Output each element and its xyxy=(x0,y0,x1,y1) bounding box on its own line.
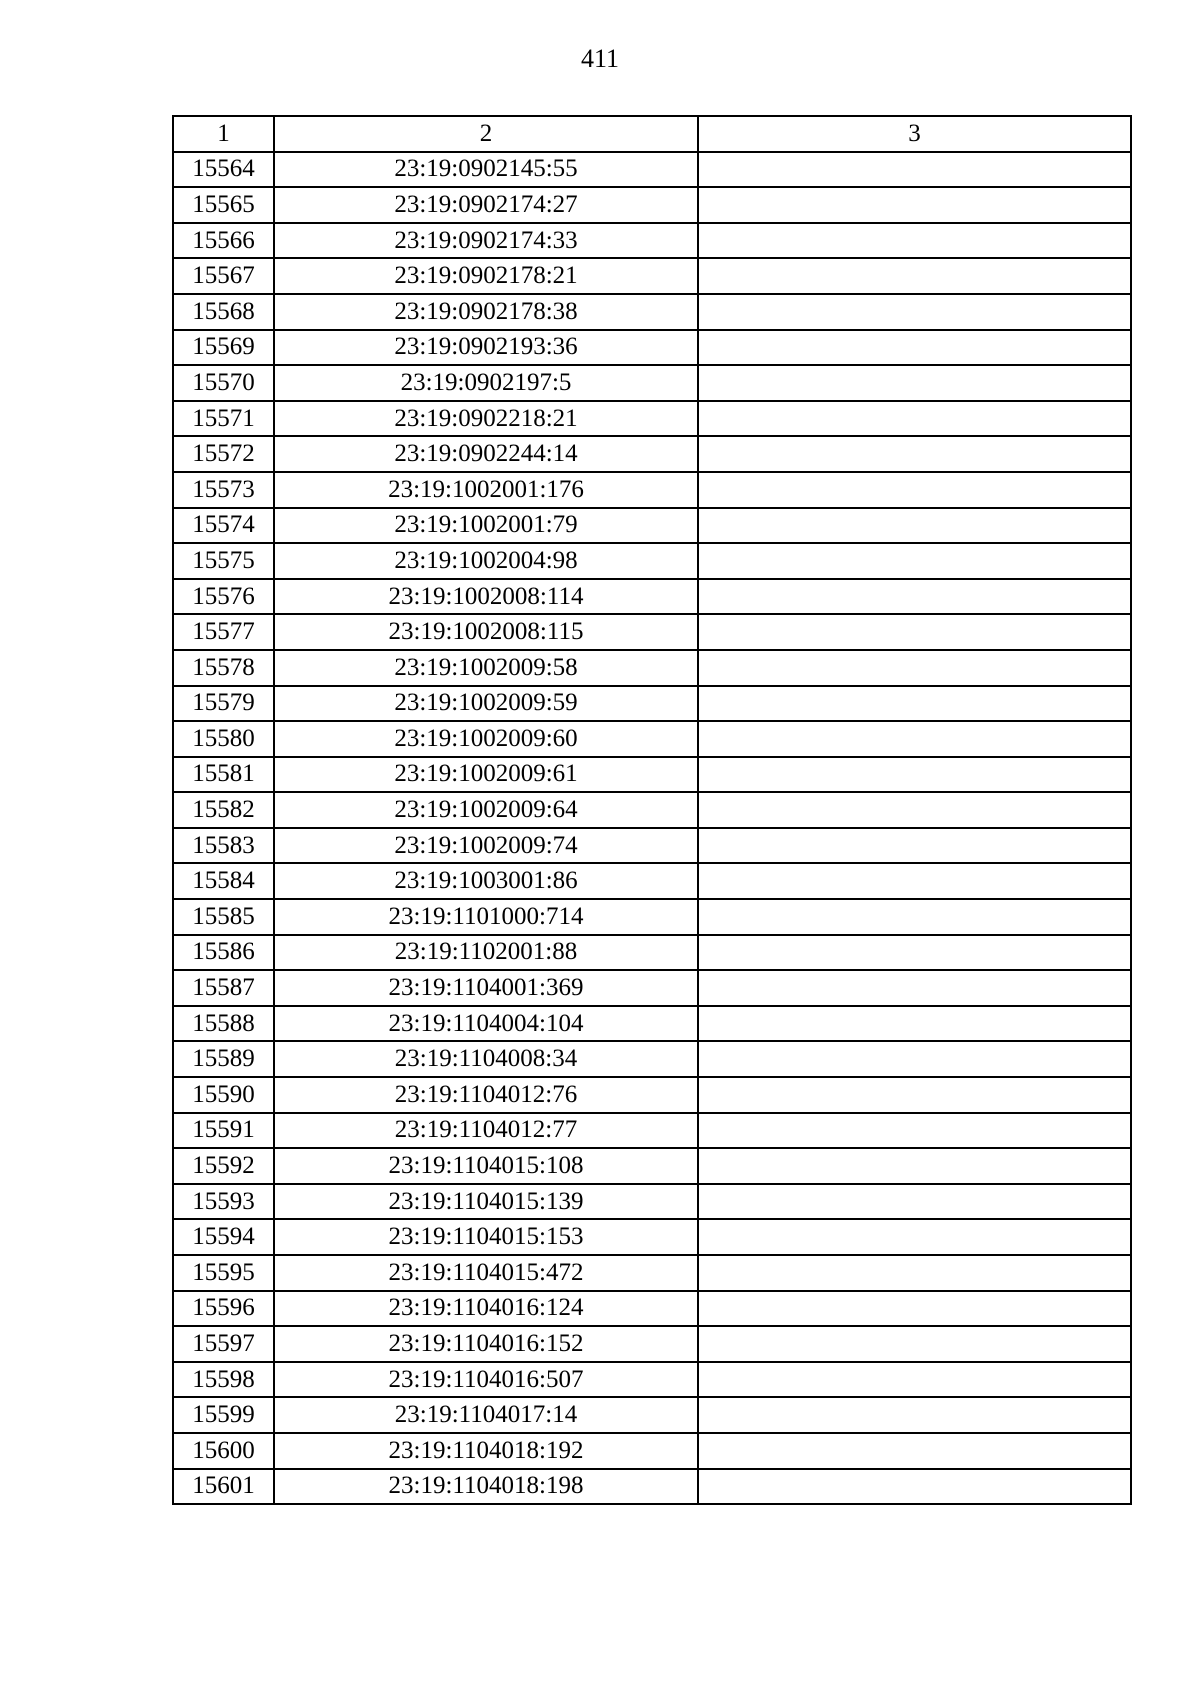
row-index-cell: 15596 xyxy=(173,1291,274,1327)
table-row xyxy=(173,721,1131,757)
row-index-cell: 15570 xyxy=(173,365,274,401)
note-cell xyxy=(698,223,1131,259)
row-index-cell: 15575 xyxy=(173,543,274,579)
cadastral-number-cell: 23:19:0902193:36 xyxy=(274,330,698,366)
note-cell xyxy=(698,330,1131,366)
cadastral-number-cell: 23:19:0902197:5 xyxy=(274,365,698,401)
row-index-cell: 15585 xyxy=(173,899,274,935)
cadastral-number-cell: 23:19:0902178:38 xyxy=(274,294,698,330)
table-row xyxy=(173,543,1131,579)
row-index-cell: 15599 xyxy=(173,1397,274,1433)
cadastral-number-cell: 23:19:1002009:61 xyxy=(274,757,698,793)
table-row xyxy=(173,1184,1131,1220)
note-cell xyxy=(698,436,1131,472)
note-cell xyxy=(698,935,1131,971)
cadastral-number-cell: 23:19:1104015:108 xyxy=(274,1148,698,1184)
table-row xyxy=(173,1291,1131,1327)
row-index-cell: 15564 xyxy=(173,152,274,188)
header-row xyxy=(173,116,1131,152)
cadastral-number-cell: 23:19:1102001:88 xyxy=(274,935,698,971)
note-cell xyxy=(698,614,1131,650)
row-index-cell: 15594 xyxy=(173,1219,274,1255)
row-index-cell: 15591 xyxy=(173,1113,274,1149)
table-row xyxy=(173,365,1131,401)
table-row xyxy=(173,970,1131,1006)
table-row xyxy=(173,258,1131,294)
table-row xyxy=(173,614,1131,650)
row-index-cell: 15580 xyxy=(173,721,274,757)
row-index-cell: 15597 xyxy=(173,1326,274,1362)
cadastral-number-cell: 23:19:0902174:27 xyxy=(274,187,698,223)
note-cell xyxy=(698,258,1131,294)
note-cell xyxy=(698,828,1131,864)
row-index-cell: 15595 xyxy=(173,1255,274,1291)
table-row xyxy=(173,1469,1131,1505)
cadastral-number-cell: 23:19:1104001:369 xyxy=(274,970,698,1006)
note-cell xyxy=(698,472,1131,508)
note-cell xyxy=(698,757,1131,793)
cadastral-number-cell: 23:19:1104016:507 xyxy=(274,1362,698,1398)
table-row xyxy=(173,1255,1131,1291)
cadastral-number-cell: 23:19:1002009:74 xyxy=(274,828,698,864)
cadastral-number-cell: 23:19:1104015:139 xyxy=(274,1184,698,1220)
note-cell xyxy=(698,1326,1131,1362)
note-cell xyxy=(698,1184,1131,1220)
table-row xyxy=(173,792,1131,828)
note-cell xyxy=(698,1291,1131,1327)
row-index-cell: 15583 xyxy=(173,828,274,864)
row-index-cell: 15573 xyxy=(173,472,274,508)
note-cell xyxy=(698,543,1131,579)
cadastral-number-cell: 23:19:1104015:472 xyxy=(274,1255,698,1291)
cadastral-number-cell: 23:19:1104008:34 xyxy=(274,1041,698,1077)
row-index-cell: 15572 xyxy=(173,436,274,472)
cadastral-number-cell: 23:19:1104012:76 xyxy=(274,1077,698,1113)
cadastral-number-cell: 23:19:1002008:115 xyxy=(274,614,698,650)
note-cell xyxy=(698,1362,1131,1398)
note-cell xyxy=(698,1113,1131,1149)
note-cell xyxy=(698,401,1131,437)
row-index-cell: 15567 xyxy=(173,258,274,294)
cadastral-number-cell: 23:19:1002001:176 xyxy=(274,472,698,508)
cadastral-number-cell: 23:19:1104016:152 xyxy=(274,1326,698,1362)
row-index-cell: 15589 xyxy=(173,1041,274,1077)
note-cell xyxy=(698,686,1131,722)
table-row xyxy=(173,401,1131,437)
table-row xyxy=(173,863,1131,899)
note-cell xyxy=(698,721,1131,757)
row-index-cell: 15577 xyxy=(173,614,274,650)
table-row xyxy=(173,1362,1131,1398)
cadastral-number-cell: 23:19:1104017:14 xyxy=(274,1397,698,1433)
row-index-cell: 15593 xyxy=(173,1184,274,1220)
table-row xyxy=(173,828,1131,864)
note-cell xyxy=(698,1433,1131,1469)
row-index-cell: 15574 xyxy=(173,508,274,544)
table-row xyxy=(173,1006,1131,1042)
table-row xyxy=(173,330,1131,366)
note-cell xyxy=(698,579,1131,615)
cadastral-number-cell: 23:19:1104018:192 xyxy=(274,1433,698,1469)
table-row xyxy=(173,1113,1131,1149)
cadastral-number-cell: 23:19:1002001:79 xyxy=(274,508,698,544)
row-index-cell: 15590 xyxy=(173,1077,274,1113)
header-col-3: 3 xyxy=(698,116,1131,152)
row-index-cell: 15584 xyxy=(173,863,274,899)
cadastral-number-cell: 23:19:1104018:198 xyxy=(274,1469,698,1505)
cadastral-number-cell: 23:19:1002008:114 xyxy=(274,579,698,615)
table-row xyxy=(173,579,1131,615)
table-row xyxy=(173,1219,1131,1255)
row-index-cell: 15592 xyxy=(173,1148,274,1184)
row-index-cell: 15598 xyxy=(173,1362,274,1398)
cadastral-number-cell: 23:19:0902145:55 xyxy=(274,152,698,188)
table-row xyxy=(173,1041,1131,1077)
table-row xyxy=(173,187,1131,223)
row-index-cell: 15587 xyxy=(173,970,274,1006)
cadastral-number-cell: 23:19:1101000:714 xyxy=(274,899,698,935)
table-row xyxy=(173,1326,1131,1362)
row-index-cell: 15565 xyxy=(173,187,274,223)
cadastral-number-cell: 23:19:0902218:21 xyxy=(274,401,698,437)
cadastral-number-cell: 23:19:1002009:60 xyxy=(274,721,698,757)
table-row xyxy=(173,686,1131,722)
row-index-cell: 15571 xyxy=(173,401,274,437)
table-row xyxy=(173,472,1131,508)
row-index-cell: 15568 xyxy=(173,294,274,330)
page-number: 411 xyxy=(580,44,620,73)
cadastral-number-cell: 23:19:1104004:104 xyxy=(274,1006,698,1042)
note-cell xyxy=(698,792,1131,828)
table-header xyxy=(173,116,1131,152)
table-row xyxy=(173,899,1131,935)
note-cell xyxy=(698,1397,1131,1433)
note-cell xyxy=(698,1255,1131,1291)
table-body xyxy=(173,152,1131,1505)
cadastral-number-cell: 23:19:0902174:33 xyxy=(274,223,698,259)
table-row xyxy=(173,223,1131,259)
row-index-cell: 15576 xyxy=(173,579,274,615)
note-cell xyxy=(698,1077,1131,1113)
cadastral-number-cell: 23:19:1002009:59 xyxy=(274,686,698,722)
cadastral-number-cell: 23:19:1002009:58 xyxy=(274,650,698,686)
note-cell xyxy=(698,970,1131,1006)
table-row xyxy=(173,935,1131,971)
cadastral-number-cell: 23:19:1002004:98 xyxy=(274,543,698,579)
note-cell xyxy=(698,1219,1131,1255)
table-row xyxy=(173,650,1131,686)
note-cell xyxy=(698,187,1131,223)
note-cell xyxy=(698,1041,1131,1077)
row-index-cell: 15600 xyxy=(173,1433,274,1469)
note-cell xyxy=(698,294,1131,330)
cadastral-number-cell: 23:19:1104012:77 xyxy=(274,1113,698,1149)
cadastral-number-table xyxy=(172,115,1132,1505)
row-index-cell: 15601 xyxy=(173,1469,274,1505)
row-index-cell: 15579 xyxy=(173,686,274,722)
table-row xyxy=(173,1148,1131,1184)
header-col-2: 2 xyxy=(274,116,698,152)
row-index-cell: 15578 xyxy=(173,650,274,686)
table-row xyxy=(173,508,1131,544)
row-index-cell: 15569 xyxy=(173,330,274,366)
table-row xyxy=(173,757,1131,793)
note-cell xyxy=(698,899,1131,935)
note-cell xyxy=(698,650,1131,686)
cadastral-number-cell: 23:19:0902178:21 xyxy=(274,258,698,294)
table-row xyxy=(173,1433,1131,1469)
table-row xyxy=(173,152,1131,188)
row-index-cell: 15566 xyxy=(173,223,274,259)
cadastral-number-cell: 23:19:0902244:14 xyxy=(274,436,698,472)
row-index-cell: 15588 xyxy=(173,1006,274,1042)
table-row xyxy=(173,294,1131,330)
row-index-cell: 15581 xyxy=(173,757,274,793)
cadastral-number-cell: 23:19:1002009:64 xyxy=(274,792,698,828)
note-cell xyxy=(698,365,1131,401)
header-col-1: 1 xyxy=(173,116,274,152)
row-index-cell: 15582 xyxy=(173,792,274,828)
table-row xyxy=(173,1397,1131,1433)
cadastral-number-cell: 23:19:1104016:124 xyxy=(274,1291,698,1327)
note-cell xyxy=(698,152,1131,188)
row-index-cell: 15586 xyxy=(173,935,274,971)
note-cell xyxy=(698,1469,1131,1505)
note-cell xyxy=(698,1006,1131,1042)
cadastral-number-cell: 23:19:1104015:153 xyxy=(274,1219,698,1255)
note-cell xyxy=(698,508,1131,544)
note-cell xyxy=(698,863,1131,899)
cadastral-number-cell: 23:19:1003001:86 xyxy=(274,863,698,899)
table-row xyxy=(173,1077,1131,1113)
table-row xyxy=(173,436,1131,472)
note-cell xyxy=(698,1148,1131,1184)
